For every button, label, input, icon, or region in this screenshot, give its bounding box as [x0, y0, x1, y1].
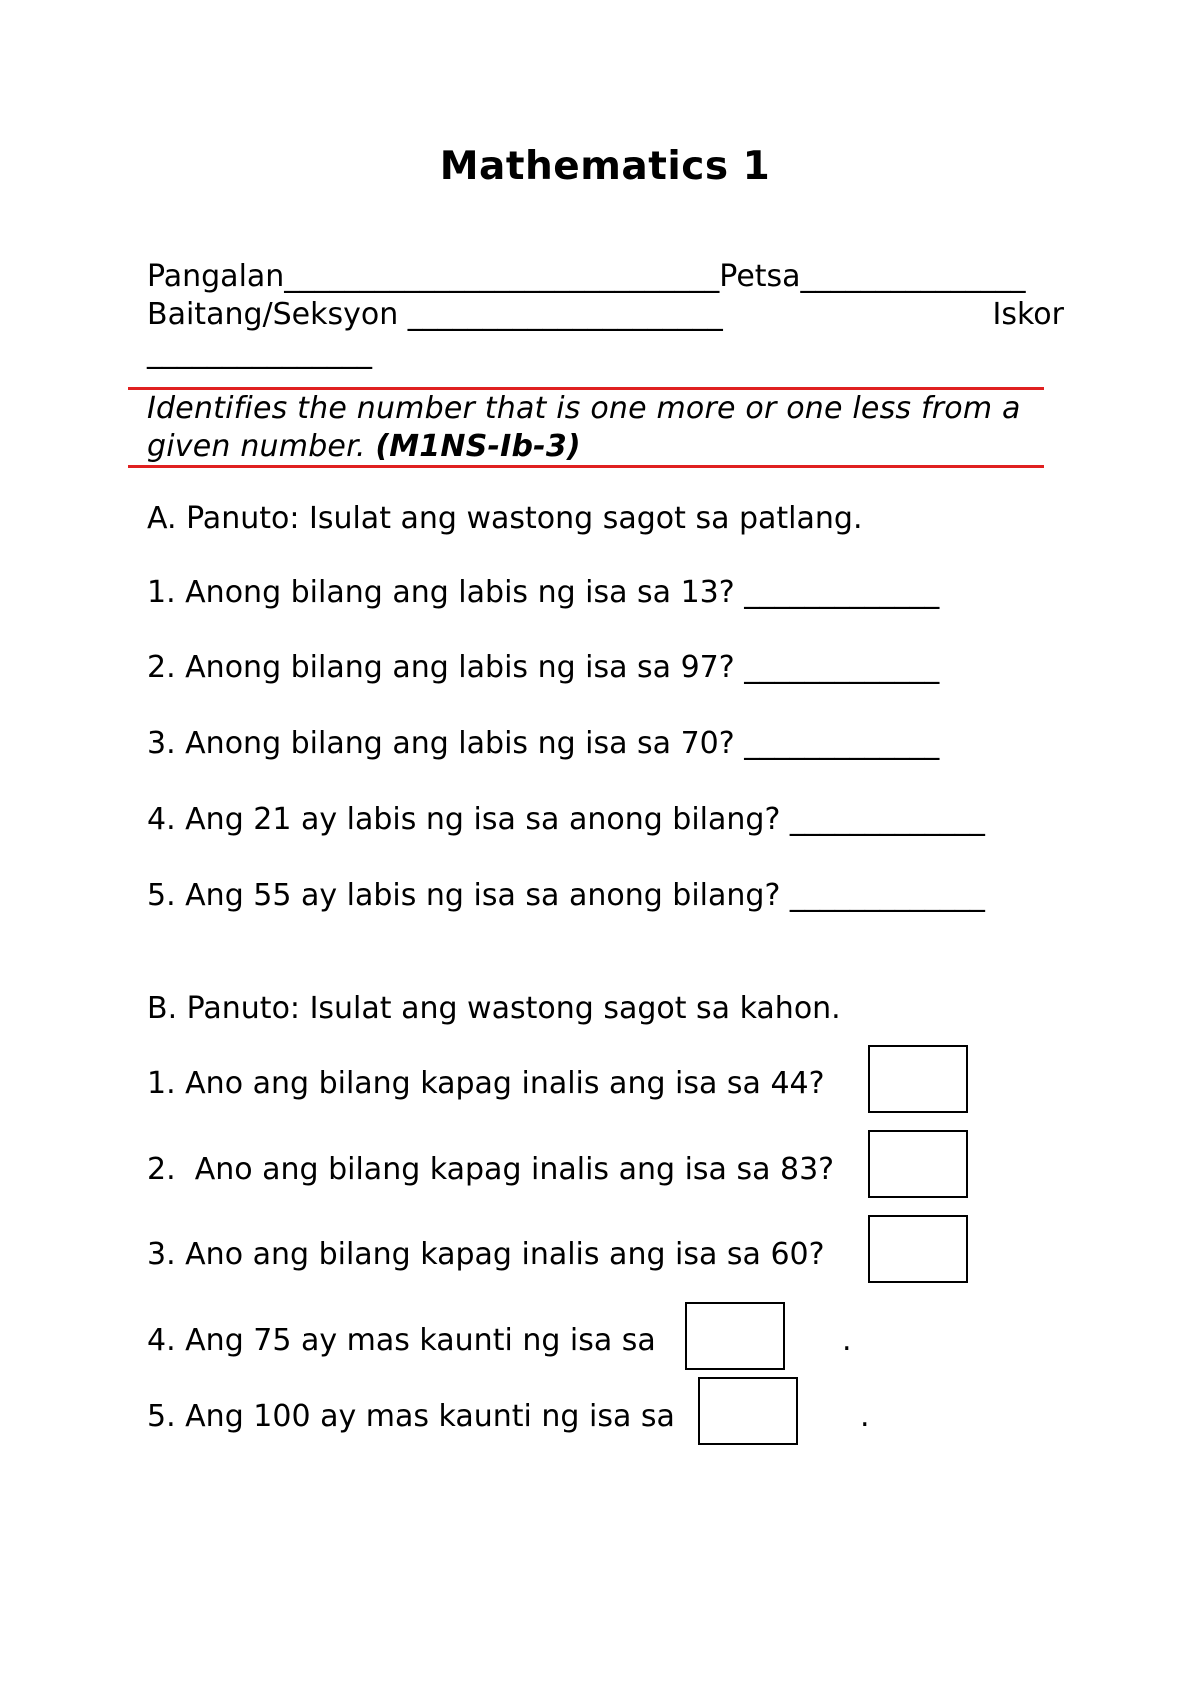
answer-box-4[interactable]: [685, 1302, 785, 1370]
item-5-period: .: [860, 1399, 870, 1434]
answer-box-3[interactable]: [868, 1215, 968, 1283]
part-b-item-5: 5. Ang 100 ay mas kaunti ng isa sa: [147, 1399, 675, 1434]
part-a-item-2: 2. Anong bilang ang labis ng isa sa 97? _____________: [147, 650, 940, 685]
part-a-item-5: 5. Ang 55 ay labis ng isa sa anong bilang? _____________: [147, 878, 985, 913]
score-label: Iskor: [992, 297, 1064, 332]
objective-text: Identifies the number that is one more or one less from a given number.: [147, 391, 1021, 464]
bottom-red-rule: [128, 465, 1044, 468]
name-date-line: Pangalan_____________________________Petsa_______________: [147, 259, 1026, 294]
learning-objective: [147, 390, 1077, 466]
part-a-item-1: 1. Anong bilang ang labis ng isa sa 13? _____________: [147, 575, 940, 610]
page-title: Mathematics 1: [439, 144, 771, 189]
part-b-item-4: 4. Ang 75 ay mas kaunti ng isa sa: [147, 1323, 656, 1358]
answer-box-2[interactable]: [868, 1130, 968, 1198]
grade-section-line: Baitang/Seksyon _____________________: [147, 297, 723, 332]
part-a-instruction: A. Panuto: Isulat ang wastong sagot sa patlang.: [147, 501, 863, 536]
answer-box-5[interactable]: [698, 1377, 798, 1445]
part-a-item-3: 3. Anong bilang ang labis ng isa sa 70? _____________: [147, 726, 940, 761]
answer-box-1[interactable]: [868, 1045, 968, 1113]
objective-code: (M1NS-Ib-3): [375, 429, 581, 464]
part-a-item-4: 4. Ang 21 ay labis ng isa sa anong bilang? _____________: [147, 802, 985, 837]
part-b-item-1: 1. Ano ang bilang kapag inalis ang isa sa 44?: [147, 1066, 825, 1101]
part-b-instruction: B. Panuto: Isulat ang wastong sagot sa kahon.: [147, 991, 841, 1026]
score-blank: _______________: [147, 335, 372, 370]
part-b-item-3: 3. Ano ang bilang kapag inalis ang isa sa 60?: [147, 1237, 825, 1272]
part-b-item-2: 2. Ano ang bilang kapag inalis ang isa sa 83?: [147, 1152, 835, 1187]
item-4-period: .: [842, 1323, 852, 1358]
